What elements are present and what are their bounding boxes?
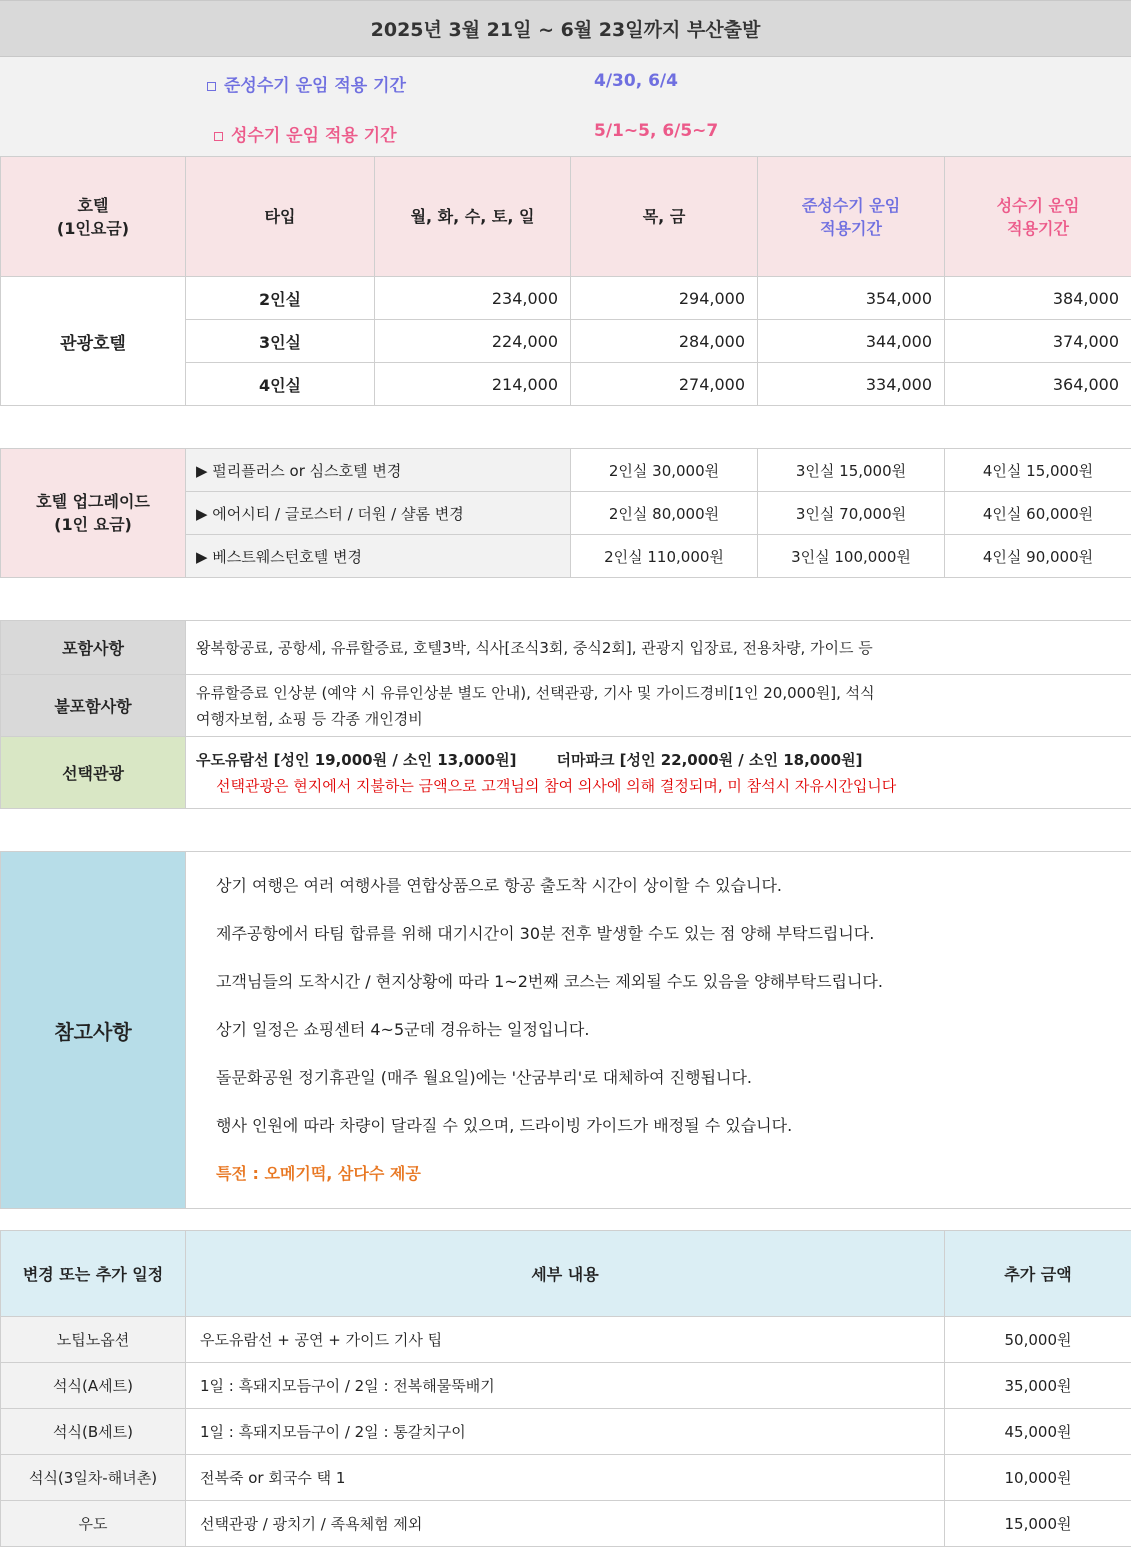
extra-price: 50,000원 (945, 1317, 1131, 1363)
room-type: 3인실 (186, 320, 375, 363)
notes-label: 참고사항 (1, 852, 186, 1209)
table-row (1, 1501, 1131, 1547)
peak-season-dates: 5/1~5, 6/5~7 (594, 121, 719, 141)
price-weekend: 274,000 (571, 363, 758, 406)
upgrade-option: ▶ 베스트웨스턴호텔 변경 (186, 535, 571, 578)
upgrade-option: ▶ 에어시티 / 글로스터 / 더원 / 샬롬 변경 (186, 492, 571, 535)
excluded-text: 유류할증료 인상분 (예약 시 유류인상분 별도 안내), 선택관광, 기사 및 가이드경비[1인 20,000원], 석식 여행자보험, 쇼핑 등 각종 개인경비 (186, 675, 1131, 737)
upgrade-price-2: 2인실 80,000원 (571, 492, 758, 535)
note-line: 상기 여행은 여러 여행사를 연합상품으로 항공 출도착 시간이 상이할 수 있습니다. (216, 876, 782, 895)
header-details: 세부 내용 (186, 1231, 945, 1317)
header-hotel: 호텔 (1인요금) (1, 157, 186, 277)
price-peak: 374,000 (945, 320, 1131, 363)
extra-desc: 1일 : 흑돼지모듬구이 / 2일 : 통갈치구이 (186, 1409, 945, 1455)
price-shoulder: 334,000 (758, 363, 945, 406)
table-row (1, 1363, 1131, 1409)
upgrade-option: ▶ 펄리플러스 or 심스호텔 변경 (186, 449, 571, 492)
season-periods (0, 57, 1131, 156)
table-header (1, 1231, 1131, 1317)
price-peak: 384,000 (945, 277, 1131, 320)
inclusions-table (0, 620, 1131, 809)
note-line: 상기 일정은 쇼핑센터 4~5군데 경유하는 일정입니다. (216, 1020, 590, 1039)
included-label: 포함사항 (1, 621, 186, 675)
price-peak: 364,000 (945, 363, 1131, 406)
price-weekend: 284,000 (571, 320, 758, 363)
table-row (1, 1409, 1131, 1455)
extra-price: 35,000원 (945, 1363, 1131, 1409)
note-line: 행사 인원에 따라 차량이 달라질 수 있으며, 드라이빙 가이드가 배정될 수 있습니다. (216, 1116, 793, 1135)
notes-table (0, 851, 1131, 1209)
hotel-upgrade-table (0, 448, 1131, 578)
extra-name: 석식(A세트) (1, 1363, 186, 1409)
table-row (1, 737, 1131, 809)
optional-item-2: 더마파크 [성인 22,000원 / 소인 18,000원] (556, 750, 863, 769)
price-shoulder: 344,000 (758, 320, 945, 363)
shoulder-season-label: 준성수기 운임 적용 기간 (207, 71, 406, 96)
special-benefit: 특전 : 오메기떡, 삼다수 제공 (216, 1164, 421, 1183)
square-bullet-icon (207, 82, 216, 91)
extra-name: 노팁노옵션 (1, 1317, 186, 1363)
room-type: 2인실 (186, 277, 375, 320)
extra-name: 석식(B세트) (1, 1409, 186, 1455)
room-type: 4인실 (186, 363, 375, 406)
price-shoulder: 354,000 (758, 277, 945, 320)
square-bullet-icon (214, 132, 223, 141)
table-row (1, 449, 1131, 492)
note-line: 고객님들의 도착시간 / 현지상황에 따라 1~2번째 코스는 제외될 수도 있음을 양해부탁드립니다. (216, 972, 883, 991)
optional-tour-text (186, 737, 1131, 809)
extras-table (0, 1230, 1131, 1547)
price-weekday: 234,000 (375, 277, 571, 320)
extra-name: 석식(3일차-해녀촌) (1, 1455, 186, 1501)
optional-tour-label: 선택관광 (1, 737, 186, 809)
table-row (1, 1317, 1131, 1363)
upgrade-price-2: 2인실 30,000원 (571, 449, 758, 492)
upgrade-price-4: 4인실 15,000원 (945, 449, 1131, 492)
extra-desc: 전복죽 or 회국수 택 1 (186, 1455, 945, 1501)
shoulder-season-dates: 4/30, 6/4 (594, 71, 678, 91)
header-peak-season: 성수기 운임 적용기간 (945, 157, 1131, 277)
header-weekend: 목, 금 (571, 157, 758, 277)
extra-desc: 선택관광 / 광치기 / 족욕체험 제외 (186, 1501, 945, 1547)
header-type: 타입 (186, 157, 375, 277)
peak-season-label: 성수기 운임 적용 기간 (214, 121, 397, 146)
page-title: 2025년 3월 21일 ~ 6월 23일까지 부산출발 (0, 0, 1131, 57)
table-row (1, 277, 1131, 320)
upgrade-label: 호텔 업그레이드 (1인 요금) (1, 449, 186, 578)
excluded-label: 불포함사항 (1, 675, 186, 737)
upgrade-price-4: 4인실 90,000원 (945, 535, 1131, 578)
extra-desc: 우도유람선 + 공연 + 가이드 기사 팁 (186, 1317, 945, 1363)
price-weekday: 214,000 (375, 363, 571, 406)
header-shoulder-season: 준성수기 운임 적용기간 (758, 157, 945, 277)
hotel-name: 관광호텔 (1, 277, 186, 406)
extra-name: 우도 (1, 1501, 186, 1547)
optional-item-1: 우도유람선 [성인 19,000원 / 소인 13,000원] (196, 750, 517, 769)
extra-price: 15,000원 (945, 1501, 1131, 1547)
table-row (1, 621, 1131, 675)
upgrade-price-3: 3인실 100,000원 (758, 535, 945, 578)
upgrade-price-3: 3인실 70,000원 (758, 492, 945, 535)
header-schedule: 변경 또는 추가 일정 (1, 1231, 186, 1317)
price-weekend: 294,000 (571, 277, 758, 320)
extra-desc: 1일 : 흑돼지모듬구이 / 2일 : 전복해물뚝배기 (186, 1363, 945, 1409)
table-row (1, 675, 1131, 737)
note-line: 돌문화공원 정기휴관일 (매주 월요일)에는 '산굼부리'로 대체하여 진행됩니다. (216, 1068, 753, 1087)
upgrade-price-4: 4인실 60,000원 (945, 492, 1131, 535)
price-weekday: 224,000 (375, 320, 571, 363)
table-row (1, 1455, 1131, 1501)
optional-note: 선택관광은 현지에서 지불하는 금액으로 고객님의 참여 의사에 의해 결정되며, 미 참석시 자유시간입니다 (216, 776, 897, 795)
header-weekday: 월, 화, 수, 토, 일 (375, 157, 571, 277)
note-line: 제주공항에서 타팀 합류를 위해 대기시간이 30분 전후 발생할 수도 있는 점 양해 부탁드립니다. (216, 924, 875, 943)
price-table (0, 156, 1131, 406)
extra-price: 45,000원 (945, 1409, 1131, 1455)
upgrade-price-3: 3인실 15,000원 (758, 449, 945, 492)
header-price: 추가 금액 (945, 1231, 1131, 1317)
upgrade-price-2: 2인실 110,000원 (571, 535, 758, 578)
notes-list (186, 852, 1131, 1209)
included-text: 왕복항공료, 공항세, 유류할증료, 호텔3박, 식사[조식3회, 중식2회], 관광지 입장료, 전용차량, 가이드 등 (186, 621, 1131, 675)
extra-price: 10,000원 (945, 1455, 1131, 1501)
